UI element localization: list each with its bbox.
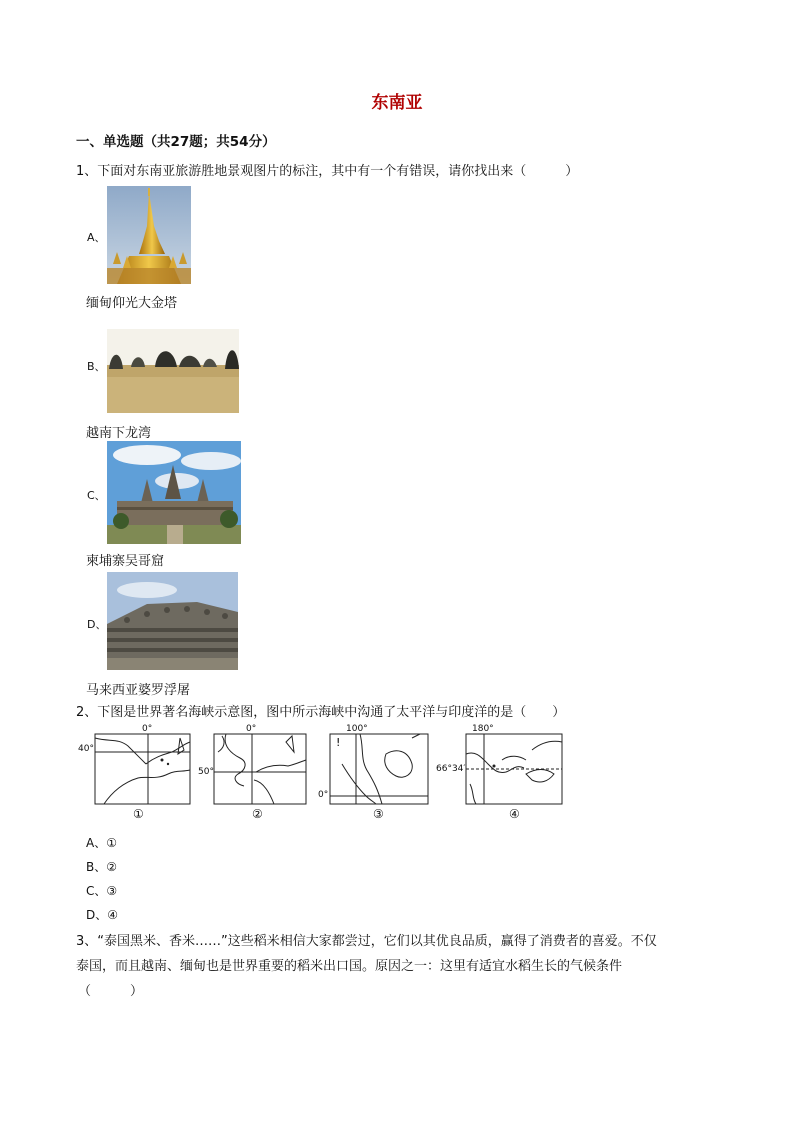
answer-c: C、③	[86, 884, 118, 898]
map-1-lat-label: 40°	[78, 744, 94, 754]
option-a-caption: 缅甸仰光大金塔	[86, 296, 178, 311]
question-3-line-1: 3、“泰国黑米、香米……”这些稻米相信大家都尝过，它们以其优良品质，赢得了消费者的喜爱。不仅	[76, 934, 657, 949]
map-4-lat-label: 66°34′	[436, 764, 466, 774]
map-1-number: ①	[133, 807, 144, 821]
strait-map-4	[436, 724, 566, 824]
map-1-lon-label: 0°	[142, 724, 153, 734]
answer-b: B、②	[86, 860, 117, 874]
option-d-letter: D、	[87, 618, 107, 631]
map-3-lon-label: 100°	[346, 724, 368, 734]
option-c-letter: C、	[87, 489, 106, 502]
map-2-lon-label: 0°	[246, 724, 257, 734]
section-heading: 一、单选题（共27题；共54分）	[76, 134, 276, 150]
map-2-number: ②	[252, 807, 263, 821]
option-b-caption: 越南下龙湾	[86, 426, 152, 441]
option-d-caption: 马来西亚婆罗浮屠	[86, 683, 191, 698]
question-3-line-2: 泰国，而且越南、缅甸也是世界重要的稻米出口国。原因之一：这里有适宜水稻生长的气候条件	[76, 959, 623, 974]
map-3-number: ③	[373, 807, 384, 821]
answer-d: D、④	[86, 908, 118, 922]
map-4-lon-label: 180°	[472, 724, 494, 734]
map-2-lat-label: 50°	[198, 767, 214, 777]
strait-map-3	[316, 724, 436, 824]
map-3-lat-label: 0°	[318, 790, 329, 800]
option-a-letter: A、	[87, 231, 106, 244]
angkor-wat-photo	[107, 441, 241, 544]
page-title: 东南亚	[371, 93, 423, 113]
svg-text:!: !	[336, 736, 341, 749]
question-2-stem: 2、下图是世界著名海峡示意图，图中所示海峡中沟通了太平洋与印度洋的是（ ）	[76, 705, 566, 720]
map-4-number: ④	[509, 807, 520, 821]
answer-a: A、①	[86, 836, 117, 850]
option-c-caption: 柬埔寨吴哥窟	[86, 554, 165, 569]
strait-map-1	[76, 724, 196, 824]
borobudur-photo	[107, 572, 238, 670]
question-3-blank: （ ）	[78, 984, 144, 999]
option-b-letter: B、	[87, 360, 106, 373]
ha-long-bay-photo	[107, 329, 239, 413]
shwedagon-pagoda-photo	[107, 186, 191, 284]
question-1-stem: 1、下面对东南亚旅游胜地景观图片的标注，其中有一个有错误，请你找出来（ ）	[76, 164, 579, 179]
strait-map-2	[196, 724, 316, 824]
